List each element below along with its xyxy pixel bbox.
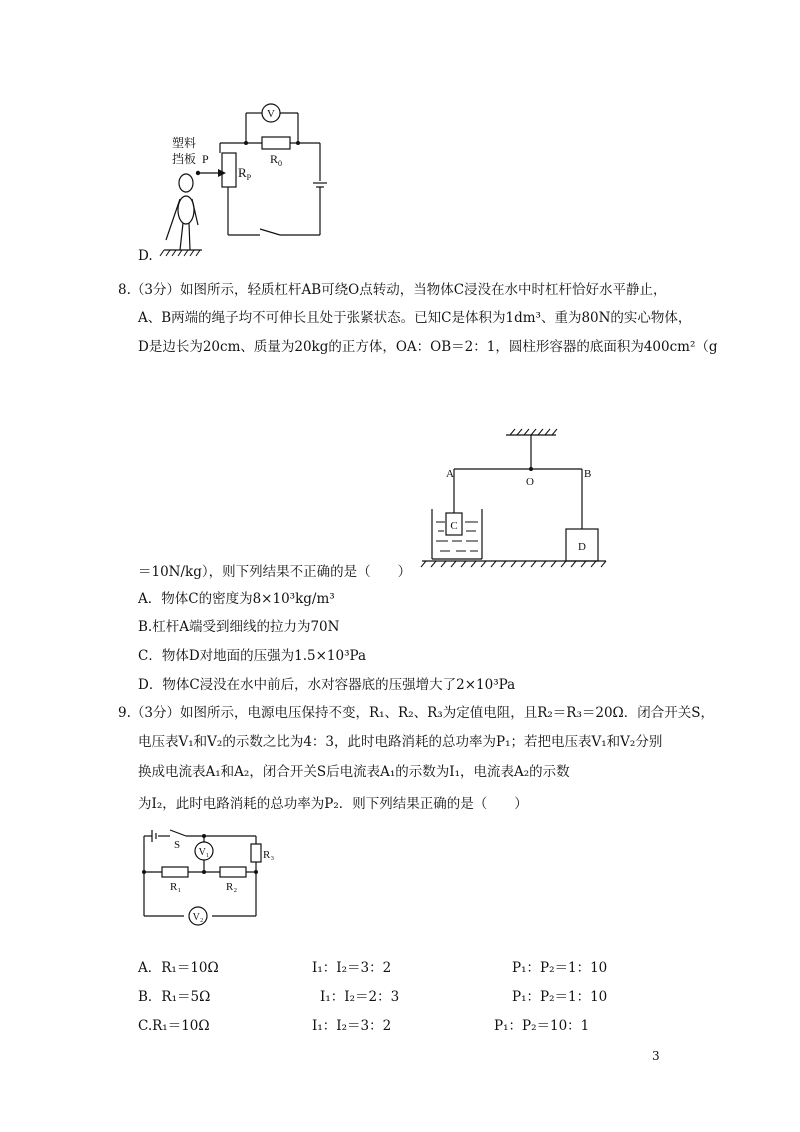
circuit-figure-option-d: [150, 95, 340, 260]
plastic-label-line1: 塑料: [172, 136, 197, 150]
q9-option-a-r: A．R₁＝10Ω: [138, 960, 219, 976]
lever-figure: [418, 425, 613, 575]
q9-stem-line2: 电压表V₁和V₂的示数之比为4：3，此时电路消耗的总功率为P₁；若把电压表V₁和V₂分别: [138, 734, 663, 750]
lever-label-o: O: [526, 476, 534, 488]
resistor-r1-label: R₁: [170, 881, 182, 893]
lever-label-b: B: [584, 468, 592, 480]
q9-option-a-p: P₁：P₂＝1：10: [512, 960, 608, 976]
q8-stem-line2: A、B两端的绳子均不可伸长且处于张紧状态。已知C是体积为1dm³、重为80N的实心物体，: [138, 310, 692, 326]
q9-stem-line4: 为I₂，此时电路消耗的总功率为P₂．则下列结果正确的是（ ）: [138, 796, 528, 812]
q8-option-b: B.杠杆A端受到细线的拉力为70N: [138, 619, 340, 635]
slider-p-label: P: [202, 152, 209, 166]
q9-option-b-p: P₁：P₂＝1：10: [512, 989, 608, 1005]
q7-option-d-label: D.: [138, 248, 153, 264]
plastic-label-line2: 挡板: [172, 152, 197, 166]
q8-option-a: A．物体C的密度为8×10³kg/m³: [138, 591, 335, 607]
resistor-r3-label: R₃: [263, 849, 275, 861]
r0-label: $R_0$: [270, 152, 283, 168]
q9-option-c-r: C.R₁＝10Ω: [138, 1018, 210, 1034]
q8-stem-line4: ＝10N/kg），则下列结果不正确的是（ ）: [138, 564, 412, 580]
q9-option-c-p: P₁：P₂＝10：1: [494, 1018, 590, 1034]
rp-label: $R_P$: [238, 165, 252, 182]
switch-s-label: S: [174, 839, 181, 851]
object-c-label: C: [450, 520, 458, 532]
q9-option-b-i: I₁：I₂＝2：3: [320, 989, 400, 1005]
voltmeter-v2-label: V₂: [192, 912, 204, 923]
q9-stem-line3: 换成电流表A₁和A₂，闭合开关S后电流表A₁的示数为I₁，电流表A₂的示数: [138, 764, 570, 780]
lever-label-a: A: [446, 468, 454, 480]
q8-stem-line3: D是边长为20cm、质量为20kg的正方体，OA：OB＝2：1，圆柱形容器的底面积为400cm²（g: [138, 339, 718, 355]
page-number: 3: [652, 1049, 660, 1063]
resistor-r2-label: R₂: [226, 881, 238, 893]
q8-option-d: D．物体C浸没在水中前后，水对容器底的压强增大了2×10³Pa: [138, 677, 516, 693]
voltmeter-label: V: [267, 108, 275, 120]
q9-option-a-i: I₁：I₂＝3：2: [312, 960, 392, 976]
q9-stem-line1: 9.（3分）如图所示，电源电压保持不变，R₁、R₂、R₃为定值电阻，且R₂＝R₃＝20Ω．闭合开关S，: [118, 705, 714, 721]
q9-option-c-i: I₁：I₂＝3：2: [312, 1018, 392, 1034]
object-d-label: D: [578, 541, 586, 553]
q9-option-b-r: B．R₁＝5Ω: [138, 989, 211, 1005]
q8-option-c: C．物体D对地面的压强为1.5×10³Pa: [138, 648, 367, 664]
voltmeter-v1-label: V₁: [198, 847, 210, 858]
q8-stem-line1: 8.（3分）如图所示，轻质杠杆AB可绕O点转动，当物体C浸没在水中时杠杆恰好水平静止，: [118, 282, 667, 298]
circuit-figure-q9: [140, 828, 285, 923]
